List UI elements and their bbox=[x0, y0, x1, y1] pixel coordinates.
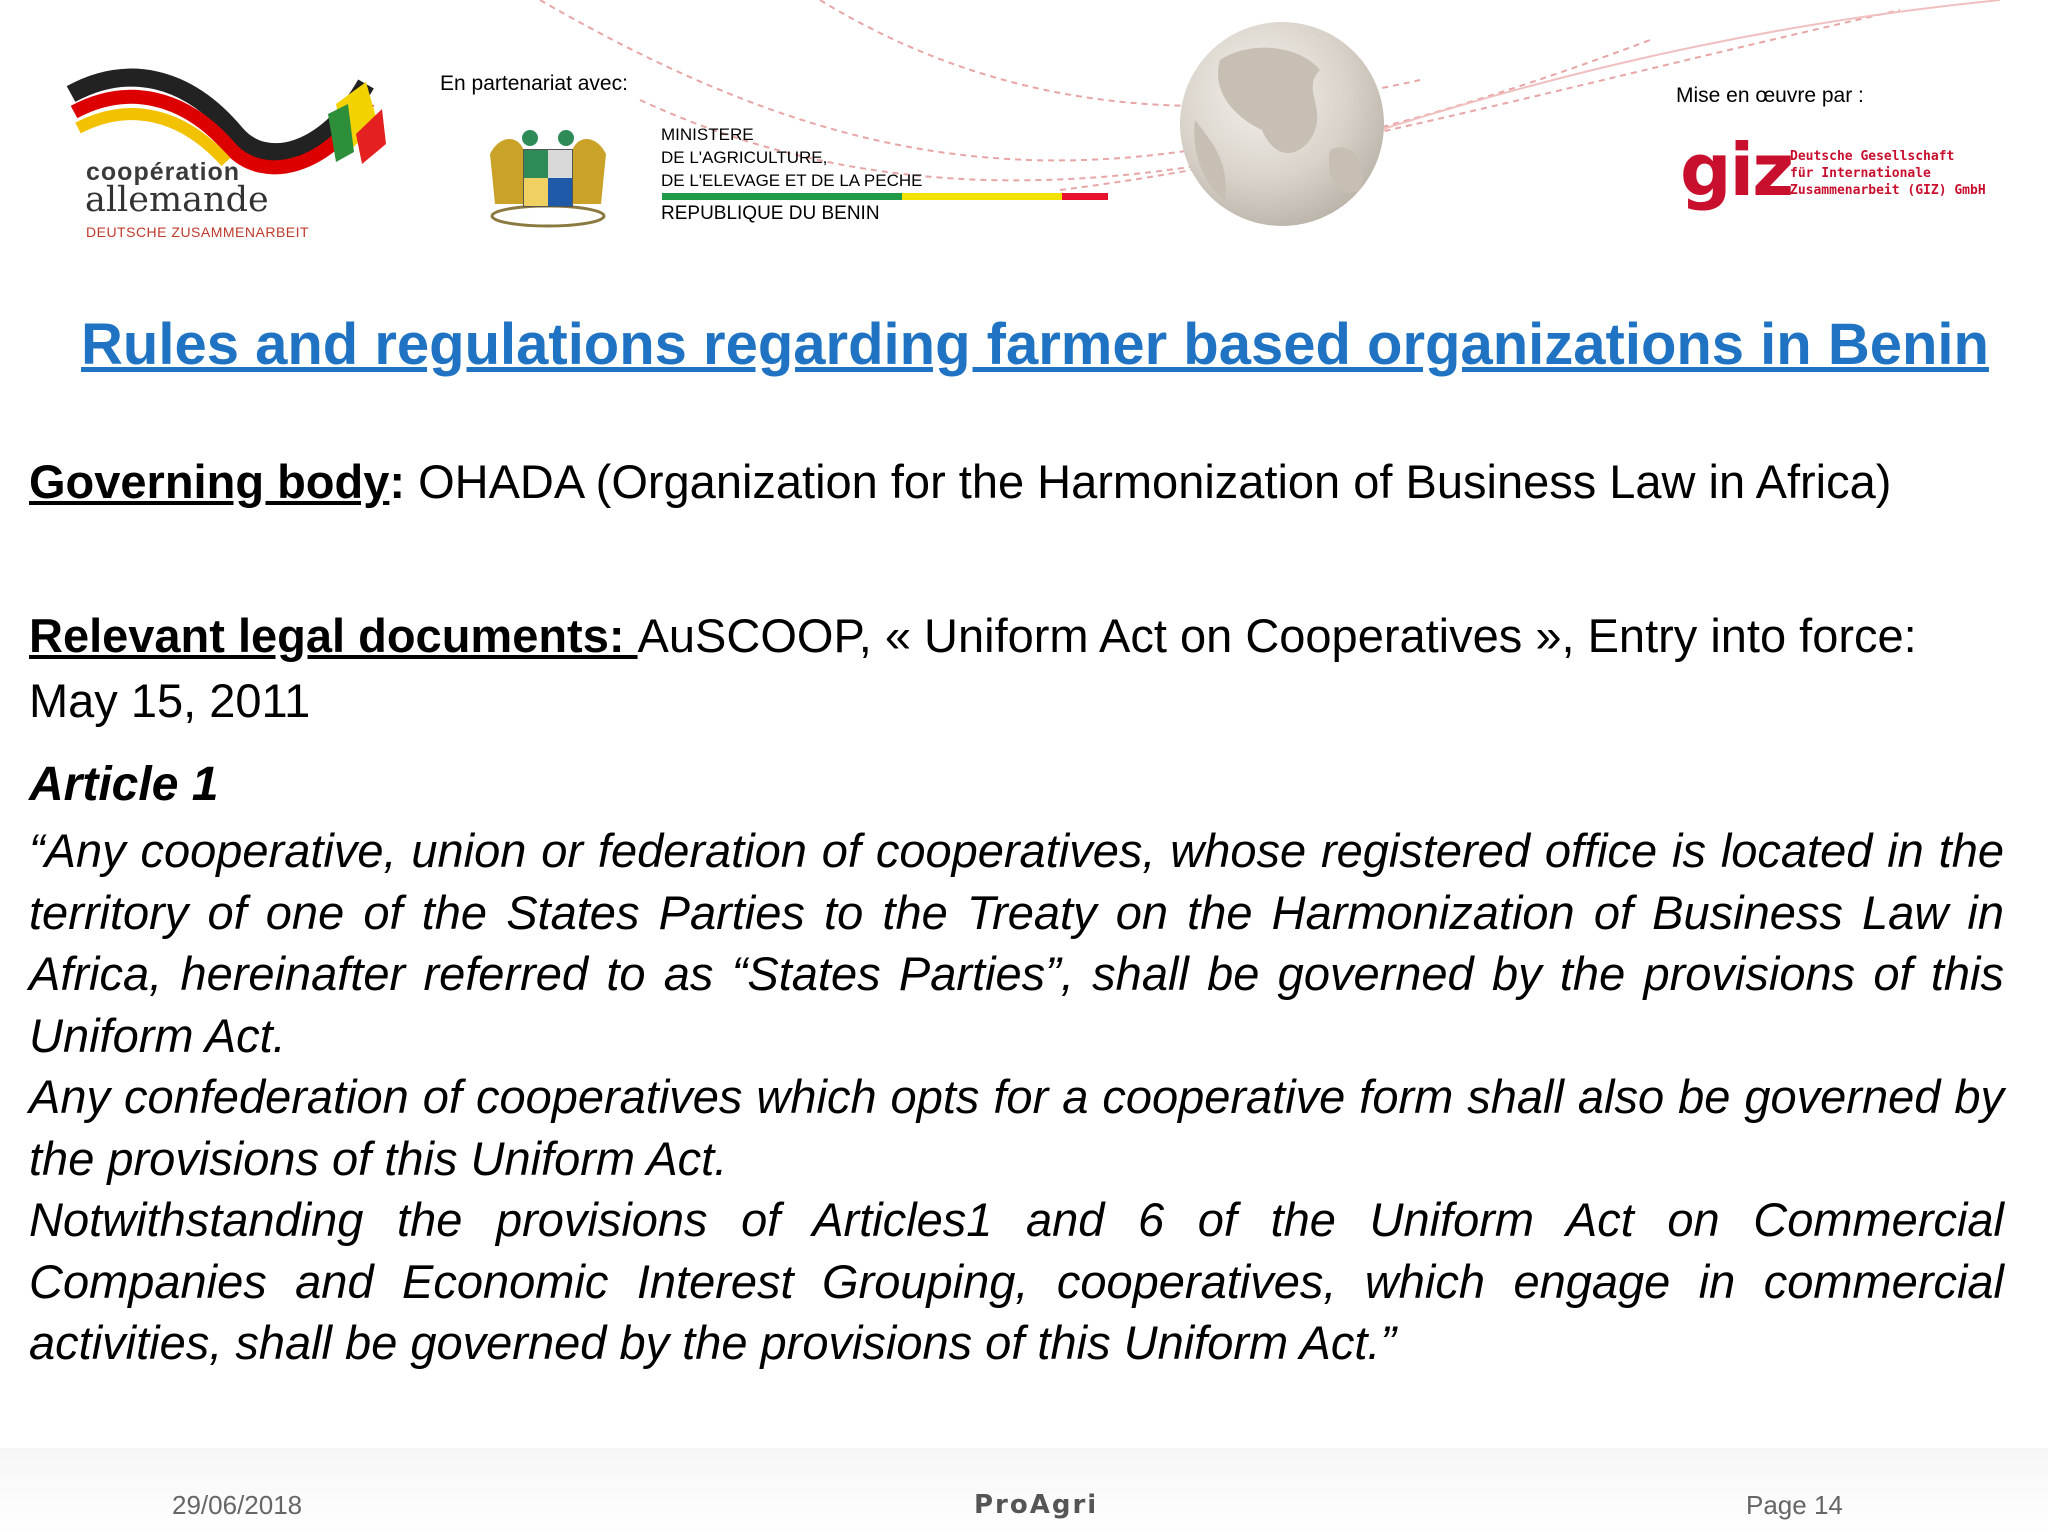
legal-documents-text: AuSCOOP, « Uniform Act on Cooperatives », Entry into force: May 15, 2011 bbox=[29, 609, 1917, 727]
ministry-text bbox=[661, 123, 923, 192]
legal-documents-label: Relevant legal documents: bbox=[29, 609, 638, 662]
globe-icon bbox=[1180, 22, 1384, 226]
benin-flag-stripe bbox=[662, 193, 1108, 200]
ministry-line4: REPUBLIQUE DU BENIN bbox=[661, 203, 880, 224]
footer-date: 29/06/2018 bbox=[172, 1490, 303, 1520]
article-paragraph-1: “Any cooperative, union or federation of cooperatives, whose registered office is located in the territory of one of the States Parties to the Treaty on the Harmonization of Business Law in Africa, hereinafter referred to as “States Parties”, shall be governed by the provisions of this Uniform Act. bbox=[29, 824, 2004, 1062]
governing-body-text: OHADA (Organization for the Harmonization of Business Law in Africa) bbox=[405, 455, 1892, 508]
coop-logo-line2: allemande bbox=[85, 180, 269, 220]
giz-line3: Zusammenarbeit (GIZ) GmbH bbox=[1790, 183, 1986, 198]
coop-logo-line1: coopération bbox=[86, 158, 241, 186]
article-paragraph-3: Notwithstanding the provisions of Articles1 and 6 of the Uniform Act on Commercial Companies and Economic Interest Grouping, cooperatives, which engage in commercial activities, shall be governed by the provisions of this Uniform Act.” bbox=[29, 1193, 2004, 1369]
coop-logo-line3: DEUTSCHE ZUSAMMENARBEIT bbox=[86, 224, 310, 240]
governing-body-label: Governing body bbox=[29, 455, 390, 508]
article-quote bbox=[29, 820, 2004, 1374]
article-heading: Article 1 bbox=[29, 758, 219, 811]
slide-title: Rules and regulations regarding farmer based organizations in Benin bbox=[81, 312, 1989, 377]
article-paragraph-2: Any confederation of cooperatives which opts for a cooperative form shall also be governed by the provisions of this Uniform Act. bbox=[29, 1070, 2004, 1185]
footer-page-number: Page 14 bbox=[1746, 1490, 1843, 1520]
footer-brand: ProAgri bbox=[974, 1490, 1099, 1520]
giz-line1: Deutsche Gesellschaft bbox=[1790, 149, 1955, 164]
implemented-by-label: Mise en œuvre par : bbox=[1676, 84, 1864, 107]
benin-coat-of-arms-icon bbox=[480, 124, 616, 228]
ministry-line2: DE L'AGRICULTURE, bbox=[661, 148, 828, 167]
ministry-line1: MINISTERE bbox=[661, 125, 754, 144]
governing-body-colon: : bbox=[389, 455, 406, 508]
legal-documents-paragraph bbox=[29, 603, 2007, 733]
partner-label: En partenariat avec: bbox=[440, 72, 628, 95]
giz-line2: für Internationale bbox=[1790, 166, 1931, 181]
giz-wordmark: giz bbox=[1680, 128, 1793, 212]
ministry-line3: DE L'ELEVAGE ET DE LA PECHE bbox=[661, 171, 923, 190]
governing-body-paragraph bbox=[29, 449, 2007, 514]
